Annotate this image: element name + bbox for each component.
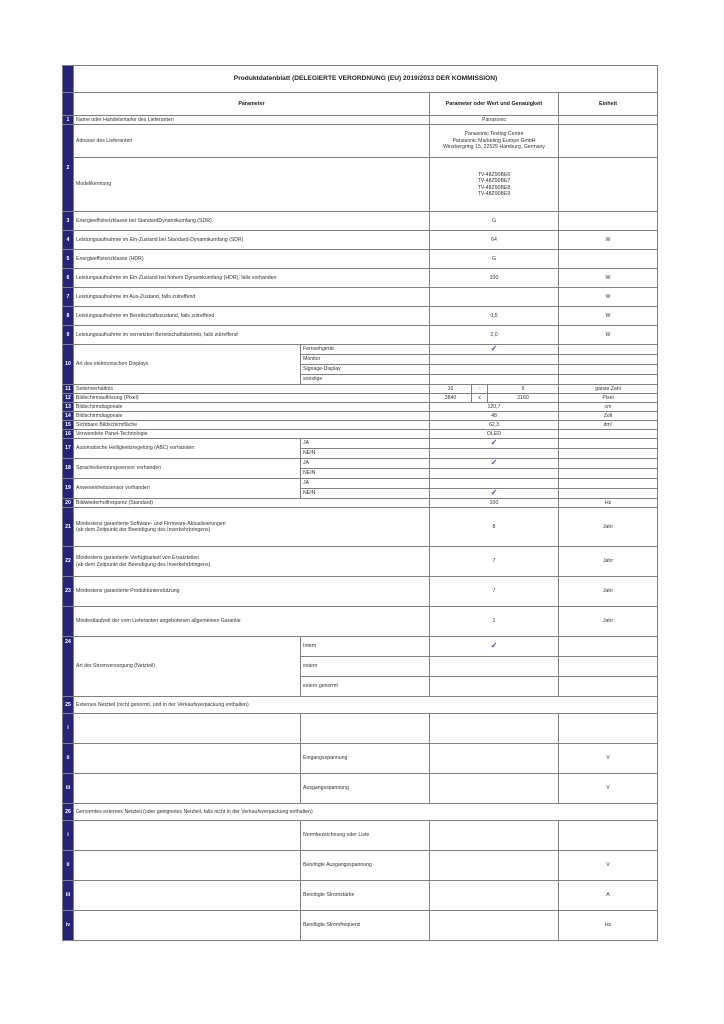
row-unit <box>559 116 658 125</box>
option-no: NEIN <box>301 469 430 479</box>
model-label: Modellkennung <box>74 158 430 212</box>
table-row <box>63 212 658 231</box>
row-unit: W <box>559 307 658 326</box>
row-value: 7 <box>430 547 559 577</box>
row-unit <box>559 355 658 365</box>
option-yes: JA <box>301 479 430 489</box>
check-cell <box>430 449 559 459</box>
table-row <box>63 250 658 269</box>
row-label <box>74 851 301 881</box>
row-number: iii <box>63 881 74 911</box>
row-number: 14 <box>63 412 74 421</box>
product-data-sheet <box>62 65 658 941</box>
table-row <box>63 421 658 430</box>
sub-label: Benötigte Stromfrequenz <box>301 911 430 941</box>
row-label: Seitenverhältnis <box>74 385 430 394</box>
sheet-title: Produktdatenblatt (DELEGIERTE VERORDNUNG (EU) 2019/2013 DER KOMMISSION) <box>74 66 658 93</box>
table-row <box>63 714 658 744</box>
row-label <box>74 881 301 911</box>
option-no: NEIN <box>301 489 430 499</box>
row-label: Art der Stromversorgung (Netzteil) <box>74 637 301 697</box>
row-label: Mindestlaufzeit der vom Lieferanten angebotenen allgemeinen Garantie <box>74 607 430 637</box>
row-number: 13 <box>63 403 74 412</box>
row-unit <box>559 212 658 231</box>
table-row <box>63 385 658 394</box>
row-unit <box>559 345 658 355</box>
address-line: Panasonic Marketing Europe GmbH <box>452 137 536 144</box>
table-row <box>63 821 658 851</box>
check-cell <box>430 637 559 657</box>
row-label: Spracherkennungssensor vorhanden <box>74 459 301 479</box>
resolution-separator: x <box>472 394 488 403</box>
row-label: Automatische Helligkeitsregelung (ABC) vorhanden <box>74 439 301 459</box>
row-unit: A <box>559 881 658 911</box>
row-number: 17 <box>63 439 74 459</box>
row-label: Verwendete Panel-Technologie <box>74 430 430 439</box>
row-number: 21 <box>63 508 74 547</box>
display-type-option: Monitor <box>301 355 430 365</box>
row-unit: W <box>559 231 658 250</box>
row-unit <box>559 430 658 439</box>
sub-label <box>301 714 430 744</box>
row-unit: W <box>559 269 658 288</box>
row-number: 12 <box>63 394 74 403</box>
row-label: Leistungsaufnahme im Aus-Zustand, falls zutreffend <box>74 288 430 307</box>
row-number: 9 <box>63 326 74 345</box>
row-value <box>430 774 559 804</box>
row-number: 1 <box>63 116 74 125</box>
table-row <box>63 744 658 774</box>
check-icon: ✓ <box>490 344 498 353</box>
check-icon: ✓ <box>490 640 498 650</box>
table-row <box>63 403 658 412</box>
table-row <box>63 911 658 941</box>
row-unit <box>559 158 658 212</box>
row-number: 5 <box>63 250 74 269</box>
row-label: Energieeffizienzklasse bei StandardDynamikumfang (SDR) <box>74 212 430 231</box>
row-unit <box>559 125 658 158</box>
row-unit <box>559 657 658 677</box>
row-value: 62,3 <box>430 421 559 430</box>
check-cell <box>430 657 559 677</box>
row-value: 7 <box>430 577 559 607</box>
row-value: 8 <box>430 508 559 547</box>
row-number: 3 <box>63 212 74 231</box>
sub-label: Normbezeichnung oder Liste <box>301 821 430 851</box>
check-cell <box>430 439 559 449</box>
address-line: Winsbergring 15, 22525 Hamburg, Germany <box>442 144 546 151</box>
row-value <box>430 821 559 851</box>
row-unit: Jahr <box>559 547 658 577</box>
row-number <box>63 93 74 116</box>
row-number: iv <box>63 911 74 941</box>
row-number: 4 <box>63 231 74 250</box>
row-number: 23 <box>63 577 74 607</box>
row-label: Bildschirmdiagonale <box>74 403 430 412</box>
row-unit: W <box>559 326 658 345</box>
table-row <box>63 499 658 508</box>
row-value: 100 <box>430 499 559 508</box>
row-unit: Hz <box>559 499 658 508</box>
table-row <box>63 459 658 469</box>
row-label: Leistungsaufnahme im vernetzten Bereitschaftsbetrieb, falls zutreffend <box>74 326 430 345</box>
check-cell <box>430 459 559 469</box>
row-number: 8 <box>63 307 74 326</box>
table-row <box>63 394 658 403</box>
row-label-line: Mindestens garantierte Software- und Firmware-Aktualisierungen <box>76 520 226 527</box>
table-row <box>63 547 658 577</box>
row-unit <box>559 714 658 744</box>
display-type-option: Fernsehgerät <box>301 345 430 355</box>
header-unit: Einheit <box>559 93 658 116</box>
row-value: 2,0 <box>430 326 559 345</box>
row-value: 48 <box>430 412 559 421</box>
check-icon: ✓ <box>490 488 498 497</box>
row-label-line: (ab dem Zeitpunkt der Beendigung des Inverkehrbringens) <box>76 527 211 533</box>
resolution-width: 3840 <box>430 394 472 403</box>
aspect-height: 9 <box>488 385 559 394</box>
display-type-option: sonstige <box>301 375 430 385</box>
row-value: G <box>430 250 559 269</box>
row-label: Art des elektronischen Displays <box>74 345 301 385</box>
check-icon: ✓ <box>490 458 498 467</box>
row-value: 0,5 <box>430 307 559 326</box>
table-row <box>63 508 658 547</box>
row-number <box>63 607 74 637</box>
table-row <box>63 697 658 714</box>
table-row <box>63 231 658 250</box>
row-value: Panasonic <box>430 116 559 125</box>
table-row <box>63 158 658 212</box>
table-row <box>63 412 658 421</box>
row-number: 24 <box>63 637 74 697</box>
row-number: i <box>63 821 74 851</box>
option-yes: JA <box>301 439 430 449</box>
row-unit <box>559 637 658 657</box>
display-type-option: Signage-Display <box>301 365 430 375</box>
table-row <box>63 307 658 326</box>
row-unit <box>559 479 658 489</box>
check-cell <box>430 355 559 365</box>
row-unit: Jahr <box>559 508 658 547</box>
table-row <box>63 125 658 158</box>
row-value <box>430 911 559 941</box>
header-value: Parameter oder Wert und Genauigkeit <box>430 93 559 116</box>
check-cell <box>430 489 559 499</box>
row-number <box>63 66 74 93</box>
table-row <box>63 637 658 657</box>
aspect-separator: : <box>472 385 488 394</box>
row-number: 25 <box>63 697 74 714</box>
table-row <box>63 607 658 637</box>
row-unit <box>559 449 658 459</box>
sub-label: Ausgangsspannung <box>301 774 430 804</box>
row-number: 6 <box>63 269 74 288</box>
row-unit: Jahr <box>559 577 658 607</box>
table-row <box>63 326 658 345</box>
row-value <box>430 288 559 307</box>
section-label: Genormtes externes Netzteil (oder geeignetes Netzteil, falls nicht in der Verkaufsverpackung enthalten) <box>74 804 658 821</box>
row-number: 20 <box>63 499 74 508</box>
sub-label: Benötigte Stromstärke <box>301 881 430 911</box>
table-row <box>63 430 658 439</box>
row-label: Sichtbare Bildschirmfläche <box>74 421 430 430</box>
row-unit: W <box>559 288 658 307</box>
table-row <box>63 479 658 489</box>
row-value <box>430 851 559 881</box>
model-id: TV-48Z90BE9 <box>477 190 511 197</box>
row-unit: cm <box>559 403 658 412</box>
model-value <box>430 158 559 212</box>
row-label: Mindestens garantierte Produktunterstützung <box>74 577 430 607</box>
row-value: G <box>430 212 559 231</box>
row-number: 2 <box>63 125 74 212</box>
row-number: ii <box>63 851 74 881</box>
row-number: 16 <box>63 430 74 439</box>
row-value <box>430 881 559 911</box>
check-cell <box>430 479 559 489</box>
check-cell <box>430 345 559 355</box>
table-row <box>63 851 658 881</box>
aspect-width: 16 <box>430 385 472 394</box>
model-id: TV-48Z90BE6 <box>477 171 511 178</box>
row-number: ii <box>63 744 74 774</box>
address-label: Adresse des Lieferanten <box>74 125 430 158</box>
row-number: 7 <box>63 288 74 307</box>
row-value: 64 <box>430 231 559 250</box>
row-value <box>430 714 559 744</box>
row-unit: V <box>559 744 658 774</box>
model-id: TV-48Z90BE7 <box>477 178 511 185</box>
row-label <box>74 508 430 547</box>
row-unit: Jahr <box>559 607 658 637</box>
row-unit: dm² <box>559 421 658 430</box>
row-number: i <box>63 714 74 744</box>
sub-label: Eingangsspannung <box>301 744 430 774</box>
table-row <box>63 881 658 911</box>
row-unit <box>559 250 658 269</box>
table-row <box>63 269 658 288</box>
sub-label: Benötigte Ausgangsspannung <box>301 851 430 881</box>
row-label-line: (ab dem Zeitpunkt der Beendigung des Inverkehrbringens) <box>76 561 211 568</box>
address-value <box>430 125 559 158</box>
section-label: Externes Netzteil (nicht genormt, und in der Verkaufsverpackung enthalten) <box>74 697 658 714</box>
row-unit: Zoll <box>559 412 658 421</box>
power-supply-option: Intern <box>301 637 430 657</box>
row-unit <box>559 821 658 851</box>
row-value: 120,7 <box>430 403 559 412</box>
table-row <box>63 804 658 821</box>
check-cell <box>430 469 559 479</box>
row-unit <box>559 365 658 375</box>
row-number: 11 <box>63 385 74 394</box>
option-no: NEIN <box>301 449 430 459</box>
row-label: Energieeffizienzklasse (HDR) <box>74 250 430 269</box>
row-number: iii <box>63 774 74 804</box>
row-number: 19 <box>63 479 74 499</box>
table-row <box>63 345 658 355</box>
power-supply-option: extern genormt <box>301 677 430 697</box>
row-label: Leistungsaufnahme im Ein-Zustand bei hohem Dynamikumfang (HDR), falls vorhanden <box>74 269 430 288</box>
row-label: Bildschirmauflösung (Pixel) <box>74 394 430 403</box>
row-unit: V <box>559 774 658 804</box>
power-supply-option: extern <box>301 657 430 677</box>
row-label: Name oder Handelsmarke des Lieferanten <box>74 116 430 125</box>
row-unit: V <box>559 851 658 881</box>
resolution-height: 2160 <box>488 394 559 403</box>
row-unit <box>559 469 658 479</box>
row-label: Bildschirmdiagonale <box>74 412 430 421</box>
row-number: 15 <box>63 421 74 430</box>
header-parameter: Parameter <box>74 93 430 116</box>
row-label <box>74 714 301 744</box>
table-row <box>63 439 658 449</box>
row-label <box>74 547 430 577</box>
row-label <box>74 821 301 851</box>
check-icon: ✓ <box>490 438 498 447</box>
row-label <box>74 774 301 804</box>
row-unit <box>559 375 658 385</box>
row-label-line: Mindestens garantierte Verfügbarkeit von Ersatzteilen <box>76 555 200 562</box>
row-number: 26 <box>63 804 74 821</box>
check-cell <box>430 677 559 697</box>
address-line: Panasonic Testing Centre <box>464 131 524 138</box>
check-cell <box>430 365 559 375</box>
row-label <box>74 911 301 941</box>
row-unit <box>559 439 658 449</box>
row-label: Anwesenheitssensor vorhanden <box>74 479 301 499</box>
row-unit: Pixel <box>559 394 658 403</box>
row-number: 22 <box>63 547 74 577</box>
table-row <box>63 577 658 607</box>
row-label: Bildwiederholfrequenz (Standard) <box>74 499 430 508</box>
row-value: 1 <box>430 607 559 637</box>
row-number: 18 <box>63 459 74 479</box>
row-unit <box>559 677 658 697</box>
table-row <box>63 774 658 804</box>
row-value: 100 <box>430 269 559 288</box>
model-id: TV-48Z90BE8 <box>477 184 511 191</box>
row-label: Leistungsaufnahme im Ein-Zustand bei Standard-Dynamikumfang (SDR) <box>74 231 430 250</box>
row-number: 10 <box>63 345 74 385</box>
table-row <box>63 116 658 125</box>
row-label: Leistungsaufnahme im Bereitschaftszustand, falls zutreffend <box>74 307 430 326</box>
row-label <box>74 744 301 774</box>
row-unit <box>559 459 658 469</box>
row-unit <box>559 489 658 499</box>
row-unit: Hz <box>559 911 658 941</box>
option-yes: JA <box>301 459 430 469</box>
check-cell <box>430 375 559 385</box>
table-row <box>63 288 658 307</box>
row-value <box>430 744 559 774</box>
row-value: OLED <box>430 430 559 439</box>
row-unit: ganze Zahl <box>559 385 658 394</box>
